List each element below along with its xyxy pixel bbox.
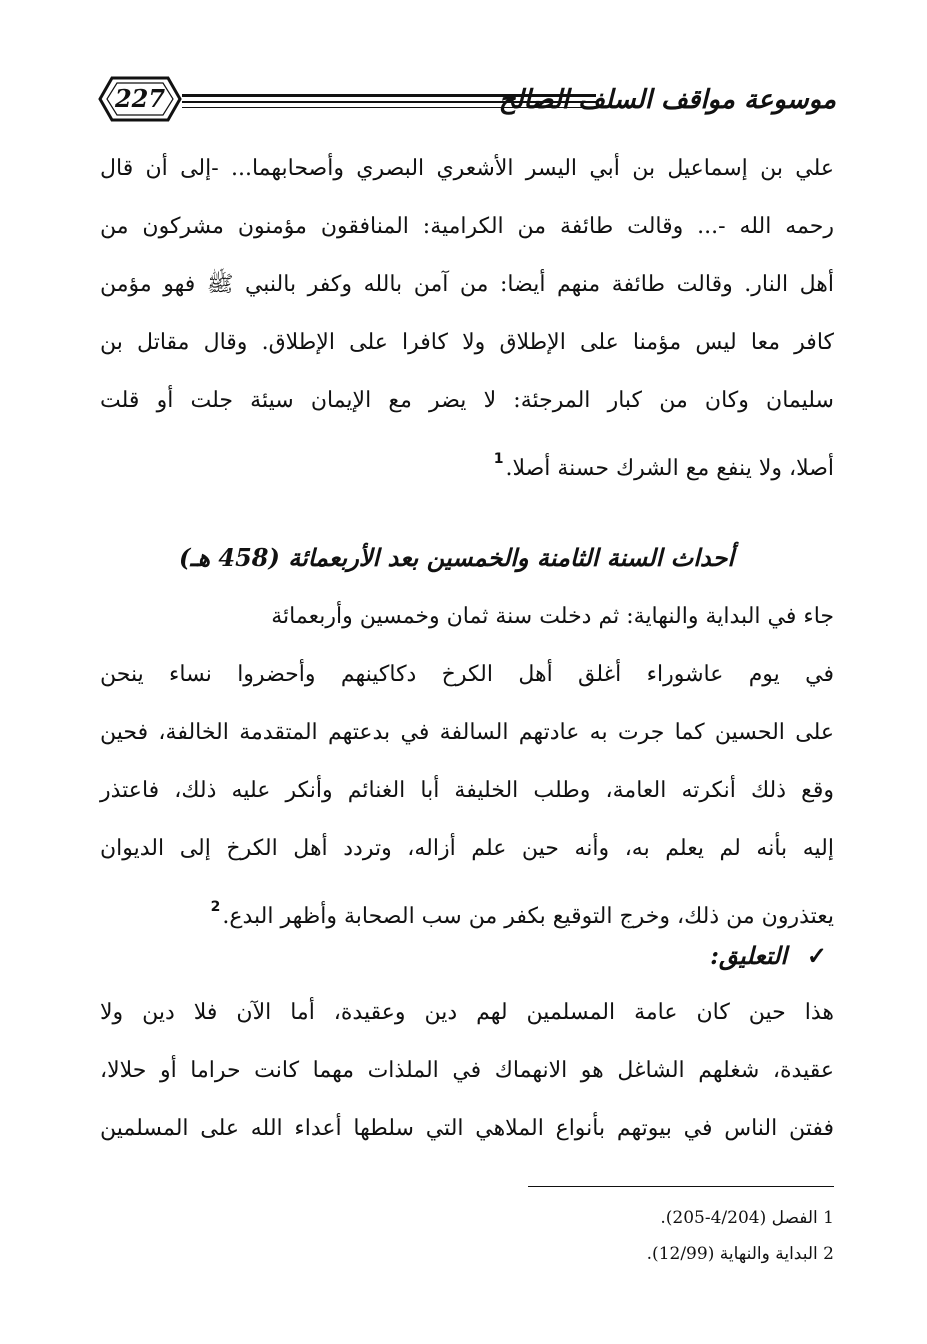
- text-line: إليه بأنه لم يعلم به، وأنه حين علم أزاله، وتردد أهل الكرخ إلى الديوان: [100, 836, 834, 861]
- footnote-text: الفصل (4/204-205).: [660, 1208, 818, 1228]
- footnote-text: البداية والنهاية (12/99).: [646, 1244, 818, 1264]
- footnote-number: 1: [823, 1208, 834, 1228]
- footnote-2: [647, 1236, 834, 1272]
- text-line: علي بن إسماعيل بن أبي اليسر الأشعري البصري وأصحابهما... -إلى أن قال: [100, 156, 834, 181]
- text-line: جاء في البداية والنهاية: ثم دخلت سنة ثمان وخمسين وأربعمائة: [271, 604, 834, 629]
- section-heading: أحداث السنة الثامنة والخمسين بعد الأربعمائة (458 هـ): [178, 543, 734, 572]
- text-line-last: [100, 878, 834, 936]
- page-header: [96, 62, 836, 138]
- paragraph-3: [100, 984, 834, 1158]
- text-line: رحمه الله -... وقالت طائفة من الكرامية: المنافقون مؤمنون مشركون من: [100, 214, 834, 239]
- paragraph-1: [100, 140, 834, 488]
- page-number-badge: [98, 76, 182, 122]
- text-line: وقع ذلك أنكرته العامة، وطلب الخليفة أبا الغنائم وأنكر عليه ذلك، فاعتذر: [100, 778, 834, 803]
- text-line: أهل النار. وقالت طائفة منهم أيضا: من آمن بالله وكفر بالنبي ﷺ فهو مؤمن: [100, 272, 834, 297]
- text-line: أصلا، ولا ينفع مع الشرك حسنة أصلا.: [505, 456, 834, 481]
- footnote-ref[interactable]: 1: [493, 451, 504, 467]
- text-line-last: [100, 430, 834, 488]
- footnotes: [647, 1200, 834, 1272]
- footnote-divider: [528, 1186, 834, 1187]
- footnote-number: 2: [823, 1244, 834, 1264]
- text-line: سليمان وكان من كبار المرجئة: لا يضر مع الإيمان سيئة جلت أو قلت: [100, 388, 834, 413]
- comment-heading: [710, 934, 827, 978]
- text-line: يعتذرون من ذلك، وخرج التوقيع بكفر من سب الصحابة وأظهر البدع.: [222, 904, 834, 929]
- text-line: ففتن الناس في بيوتهم بأنواع الملاهي التي سلطها أعداء الله على المسلمين: [100, 1116, 834, 1141]
- series-title: موسوعة مواقف السلف الصالح: [498, 85, 836, 115]
- footnote-1: [647, 1200, 834, 1236]
- page-number: 227: [114, 84, 166, 113]
- text-line: عقيدة، شغلهم الشاغل هو الانهماك في الملذات مهما كانت حراما أو حلالا،: [100, 1058, 834, 1083]
- paragraph-2: [100, 588, 834, 936]
- text-line: على الحسين كما جرت به عادتهم السالفة في بدعتهم المتقدمة الخالفة، فحين: [100, 720, 834, 745]
- check-icon: ✓: [806, 941, 827, 970]
- footnote-ref[interactable]: 2: [210, 899, 221, 915]
- comment-title: التعليق:: [710, 941, 787, 970]
- text-line: هذا حين كان عامة المسلمين لهم دين وعقيدة، أما الآن فلا دين ولا: [100, 1000, 834, 1025]
- text-line: في يوم عاشوراء أغلق أهل الكرخ دكاكينهم وأحضروا نساء ينحن: [100, 662, 834, 687]
- text-line: كافر معا ليس مؤمنا على الإطلاق ولا كافرا على الإطلاق. وقال مقاتل بن: [100, 330, 834, 355]
